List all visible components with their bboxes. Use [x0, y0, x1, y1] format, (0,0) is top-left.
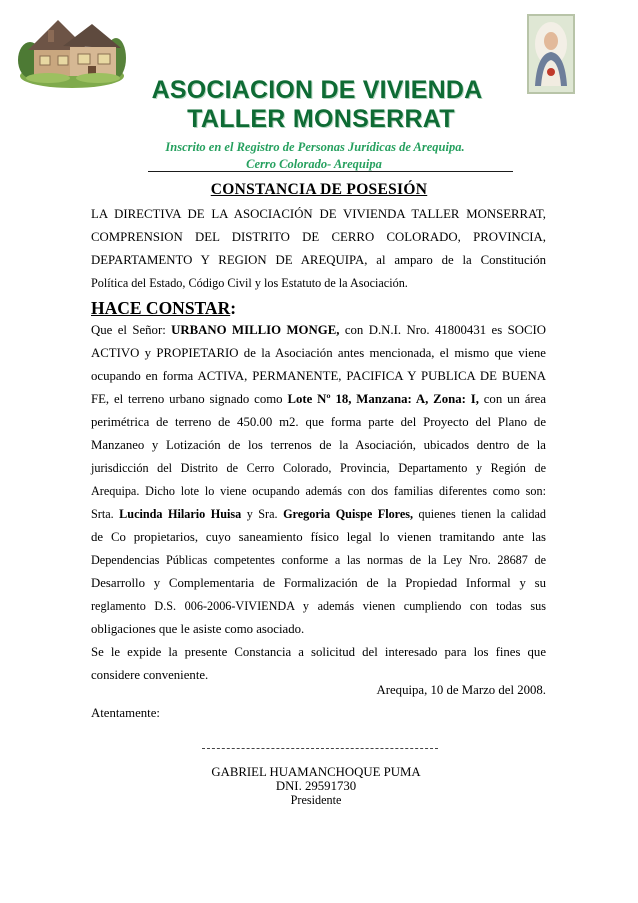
title-line-2: TALLER MONSERRAT — [187, 105, 455, 133]
header-divider — [148, 171, 513, 172]
body-line: Que el Señor: URBANO MILLIO MONGE, con D.N.I. Nro. 41800431 es SOCIO — [91, 323, 546, 337]
intro-line: LA DIRECTIVA DE LA ASOCIACIÓN DE VIVIENDA TALLER MONSERRAT, — [91, 207, 546, 221]
co-owner-name: Lucinda Hilario Huisa — [119, 507, 242, 521]
body-line: Se le expide la presente Constancia a solicitud del interesado para los fines que — [91, 645, 546, 659]
title-line-1: ASOCIACION DE VIVIENDA — [151, 76, 483, 104]
hace-constar-heading: HACE CONSTAR: — [91, 298, 237, 318]
intro-line: DEPARTAMENTO Y REGION DE AREQUIPA, al amparo de la Constitución — [91, 253, 546, 267]
body-line: ocupando en forma ACTIVA, PERMANENTE, PACIFICA Y PUBLICA DE BUENA — [91, 369, 546, 383]
intro-line: COMPRENSION DEL DISTRITO DE CERRO COLORADO, PROVINCIA, — [91, 230, 546, 244]
signature-line — [202, 748, 438, 749]
subtitle-line-1: Inscrito en el Registro de Personas Jurídicas de Arequipa. — [165, 140, 465, 154]
body-line: jurisdicción del Distrito de Cerro Colorado, Provincia, Departamento y Región de — [91, 461, 546, 475]
body-line: reglamento D.S. 006-2006-VIVIENDA y además vienen cumpliendo con todas sus — [91, 599, 546, 613]
body-line: Srta. Lucinda Hilario Huisa y Sra. Gregoria Quispe Flores, quienes tienen la calidad — [91, 507, 547, 521]
lot-info: Lote Nº 18, Manzana: A, Zona: I, — [287, 392, 479, 406]
co-owner-name: Gregoria Quispe Flores, — [283, 507, 414, 521]
body-line: ACTIVO y PROPIETARIO de la Asociación antes mencionada, el mismo que viene — [91, 346, 546, 360]
closing-text: Atentamente: — [91, 706, 160, 720]
body-line: Arequipa. Dicho lote lo viene ocupando además con dos familias diferentes como son: — [91, 484, 546, 498]
signatory-name: GABRIEL HUAMANCHOQUE PUMA — [211, 765, 421, 779]
signatory-dni: DNI. 29591730 — [275, 779, 357, 793]
body-line: FE, el terreno urbano signado como Lote Nº 18, Manzana: A, Zona: I, con un área — [91, 392, 547, 406]
body-line: Desarrollo y Complementaria de Formalización de la Propiedad Informal y su — [91, 576, 546, 590]
intro-line: Política del Estado, Código Civil y los Estatuto de la Asociación. — [91, 276, 408, 290]
body-line: Manzaneo y Lotización de los terrenos de la Asociación, ubicados dentro de la — [91, 438, 546, 452]
body-line: de Co propietarios, cuyo saneamiento físico legal lo vienen tramitando ante las — [91, 530, 546, 544]
owner-name: URBANO MILLIO MONGE, — [171, 323, 340, 337]
document-date: Arequipa, 10 de Marzo del 2008. — [376, 683, 546, 697]
subtitle-line-2: Cerro Colorado- Arequipa — [246, 157, 382, 171]
body-line: considere conveniente. — [91, 668, 209, 682]
signatory-role: Presidente — [290, 793, 342, 807]
document-title: CONSTANCIA DE POSESIÓN — [210, 181, 428, 198]
body-line: obligaciones que le asiste como asociado. — [91, 622, 305, 636]
body-line: Dependencias Públicas competentes conforme a las normas de la Ley Nro. 28687 de — [91, 553, 546, 567]
body-line: perimétrica de terreno de 450.00 m2. que forma parte del Proyecto del Plano de — [91, 415, 546, 429]
